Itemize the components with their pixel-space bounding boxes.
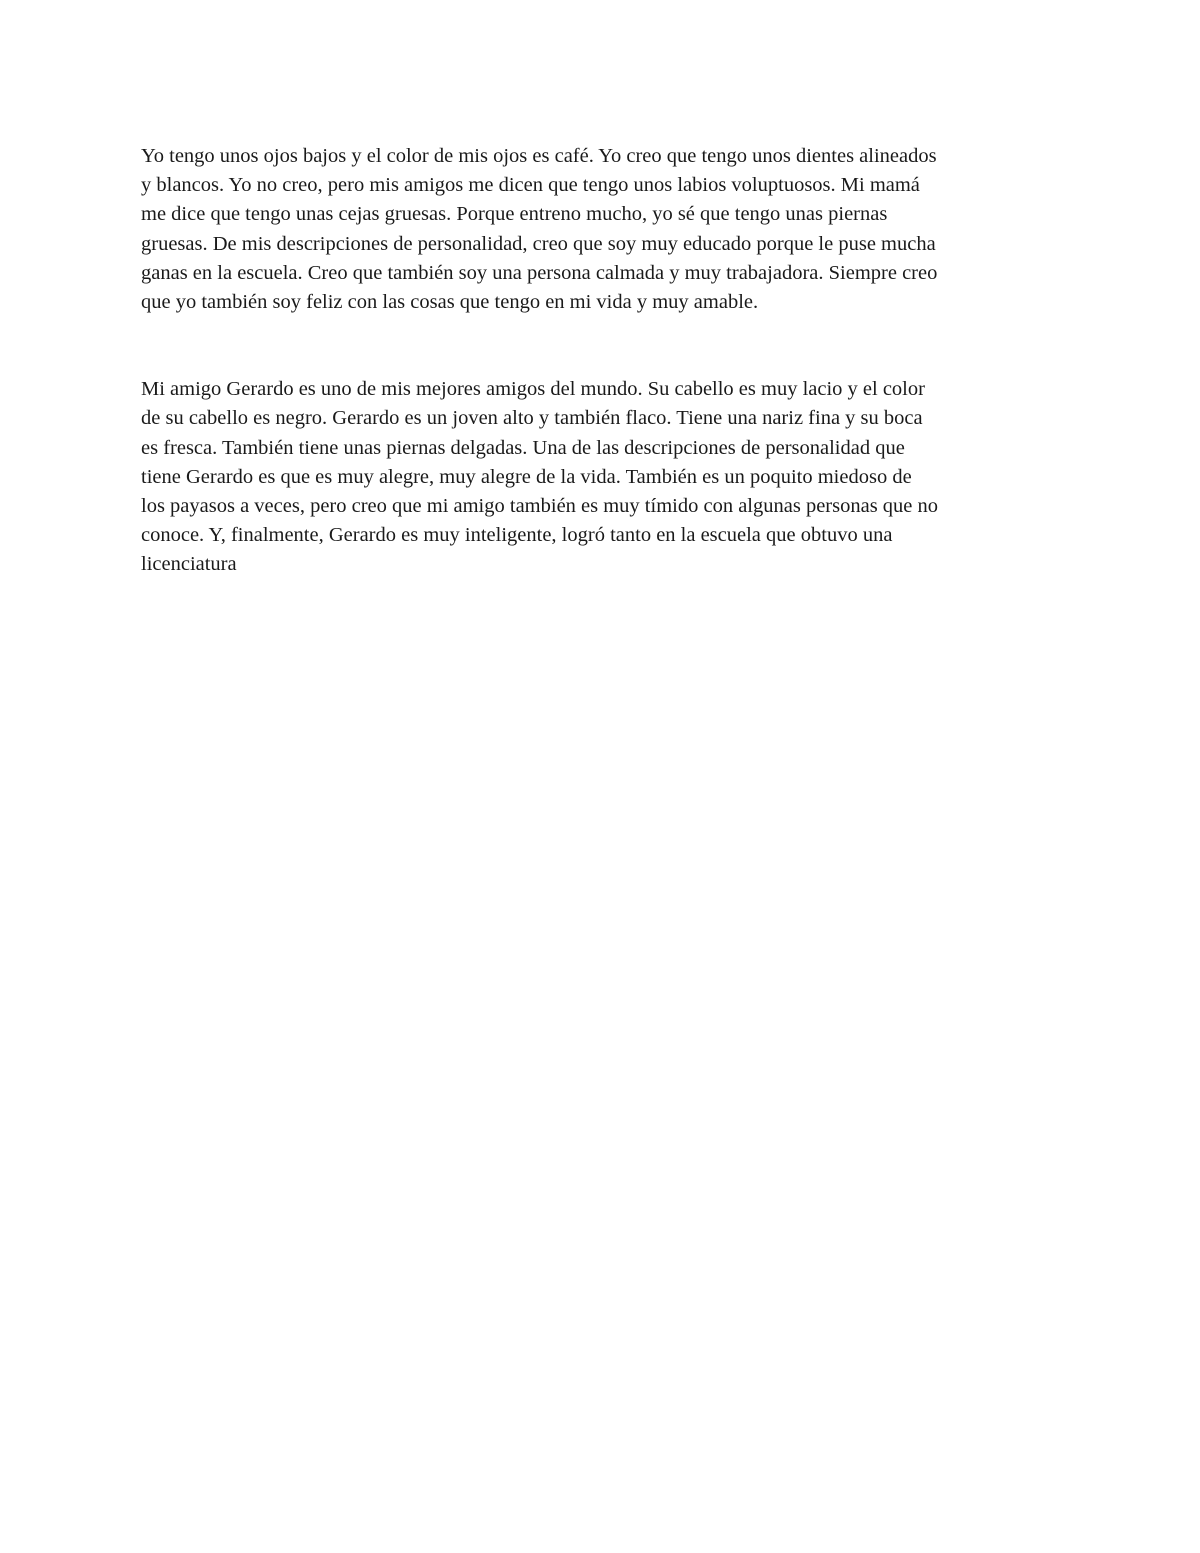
text-line: tiene Gerardo es que es muy alegre, muy alegre de la vida. También es un poquito miedoso de — [141, 465, 912, 488]
text-line: conoce. Y, finalmente, Gerardo es muy inteligente, logró tanto en la escuela que obtuvo una — [141, 524, 893, 547]
text-line: los payasos a veces, pero creo que mi amigo también es muy tímido con algunas personas que no — [141, 495, 939, 518]
text-line: ganas en la escuela. Creo que también soy una persona calmada y muy trabajadora. Siempre creo — [141, 261, 938, 284]
text-line: y blancos. Yo no creo, pero mis amigos me dicen que tengo unos labios voluptuosos. Mi mamá — [141, 174, 920, 197]
paragraph-self-description — [141, 142, 1061, 317]
text-line: gruesas. De mis descripciones de personalidad, creo que soy muy educado porque le puse mucha — [141, 232, 936, 255]
text-line: me dice que tengo unas cejas gruesas. Porque entreno mucho, yo sé que tengo unas piernas — [141, 203, 888, 226]
document-body — [141, 142, 1061, 580]
text-line: de su cabello es negro. Gerardo es un joven alto y también flaco. Tiene una nariz fina y su boca — [141, 407, 923, 430]
text-line: es fresca. También tiene unas piernas delgadas. Una de las descripciones de personalidad que — [141, 436, 905, 459]
text-line: que yo también soy feliz con las cosas que tengo en mi vida y muy amable. — [141, 291, 759, 314]
text-line: Yo tengo unos ojos bajos y el color de mis ojos es café. Yo creo que tengo unos dientes alineados — [141, 145, 937, 167]
text-line: Mi amigo Gerardo es uno de mis mejores amigos del mundo. Su cabello es muy lacio y el color — [141, 378, 925, 401]
paragraph-friend-description — [141, 375, 1061, 579]
text-line: licenciatura — [141, 553, 237, 576]
